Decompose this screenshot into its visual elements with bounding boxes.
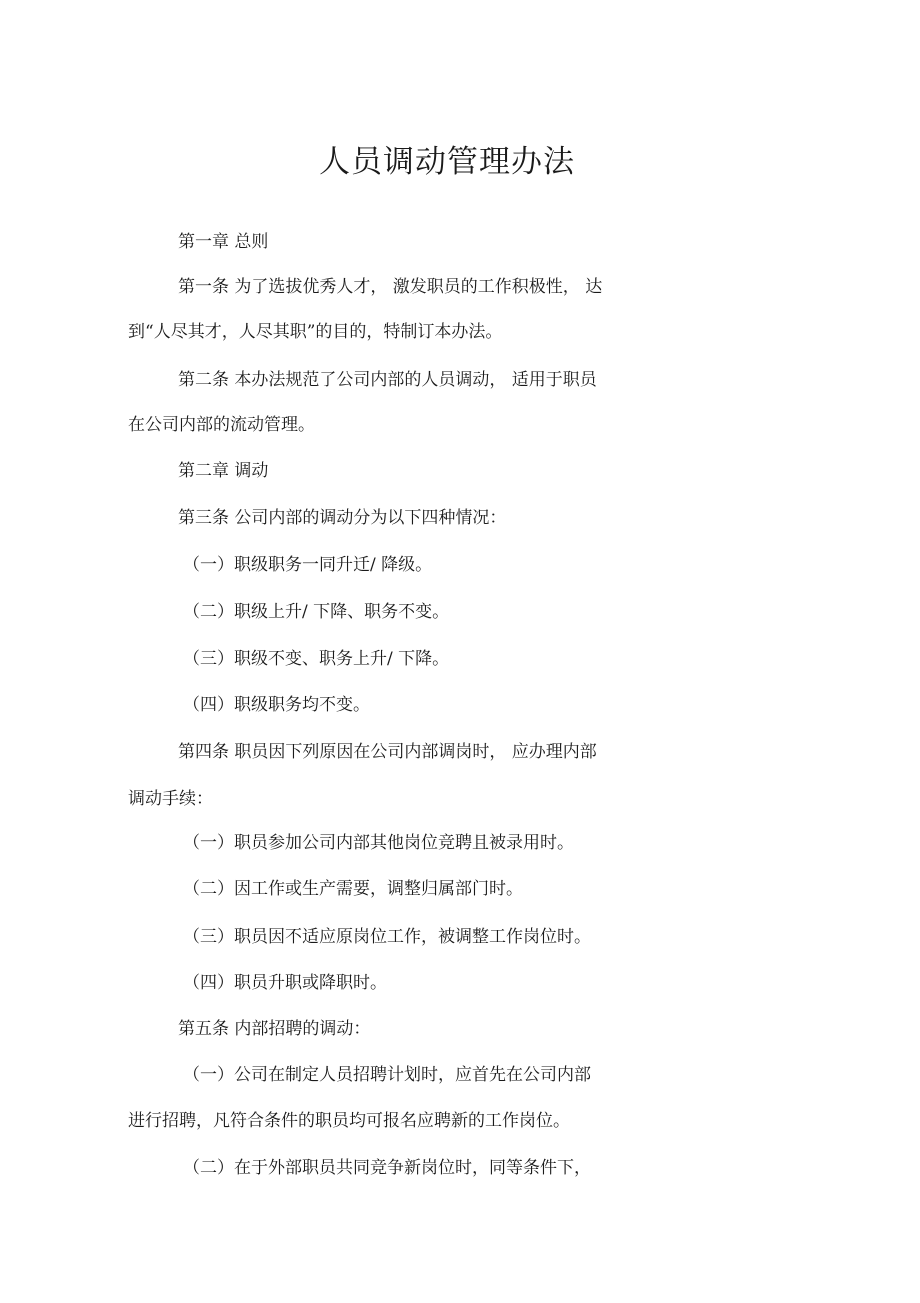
list-item: （一）职级职务一同升迁/ 降级。 [183,555,433,575]
chapter-heading: 第一章 总则 [178,232,269,252]
article-line: 第四条 职员因下列原因在公司内部调岗时， 应办理内部 [178,742,597,762]
article-line: 第五条 内部招聘的调动： [178,1019,371,1039]
list-item: （四）职级职务均不变。 [183,695,370,715]
chapter-heading: 第二章 调动 [178,461,269,481]
list-item: 进行招聘，凡符合条件的职员均可报名应聘新的工作岗位。 [128,1111,570,1131]
list-item: （一）职员参加公司内部其他岗位竞聘且被录用时。 [183,833,574,853]
list-item: （四）职员升职或降职时。 [183,973,387,993]
list-item: （二）在于外部职员共同竞争新岗位时，同等条件下， [183,1158,591,1178]
list-item: （一）公司在制定人员招聘计划时，应首先在公司内部 [183,1065,591,1085]
document-title: 人员调动管理办法 [319,144,575,180]
list-item: （三）职级不变、职务上升/ 下降。 [183,649,450,669]
article-line: 到“人尽其才，人尽其职”的目的，特制订本办法。 [128,322,503,342]
article-line: 第二条 本办法规范了公司内部的人员调动， 适用于职员 [178,370,597,390]
article-line: 在公司内部的流动管理。 [128,415,315,435]
list-item: （三）职员因不适应原岗位工作，被调整工作岗位时。 [183,927,591,947]
article-line: 第一条 为了选拔优秀人才， 激发职员的工作积极性， 达 [178,277,603,297]
article-line: 调动手续： [128,789,213,809]
list-item: （二）因工作或生产需要，调整归属部门时。 [183,879,523,899]
list-item: （二）职级上升/ 下降、职务不变。 [183,602,450,622]
article-line: 第三条 公司内部的调动分为以下四种情况： [178,508,507,528]
